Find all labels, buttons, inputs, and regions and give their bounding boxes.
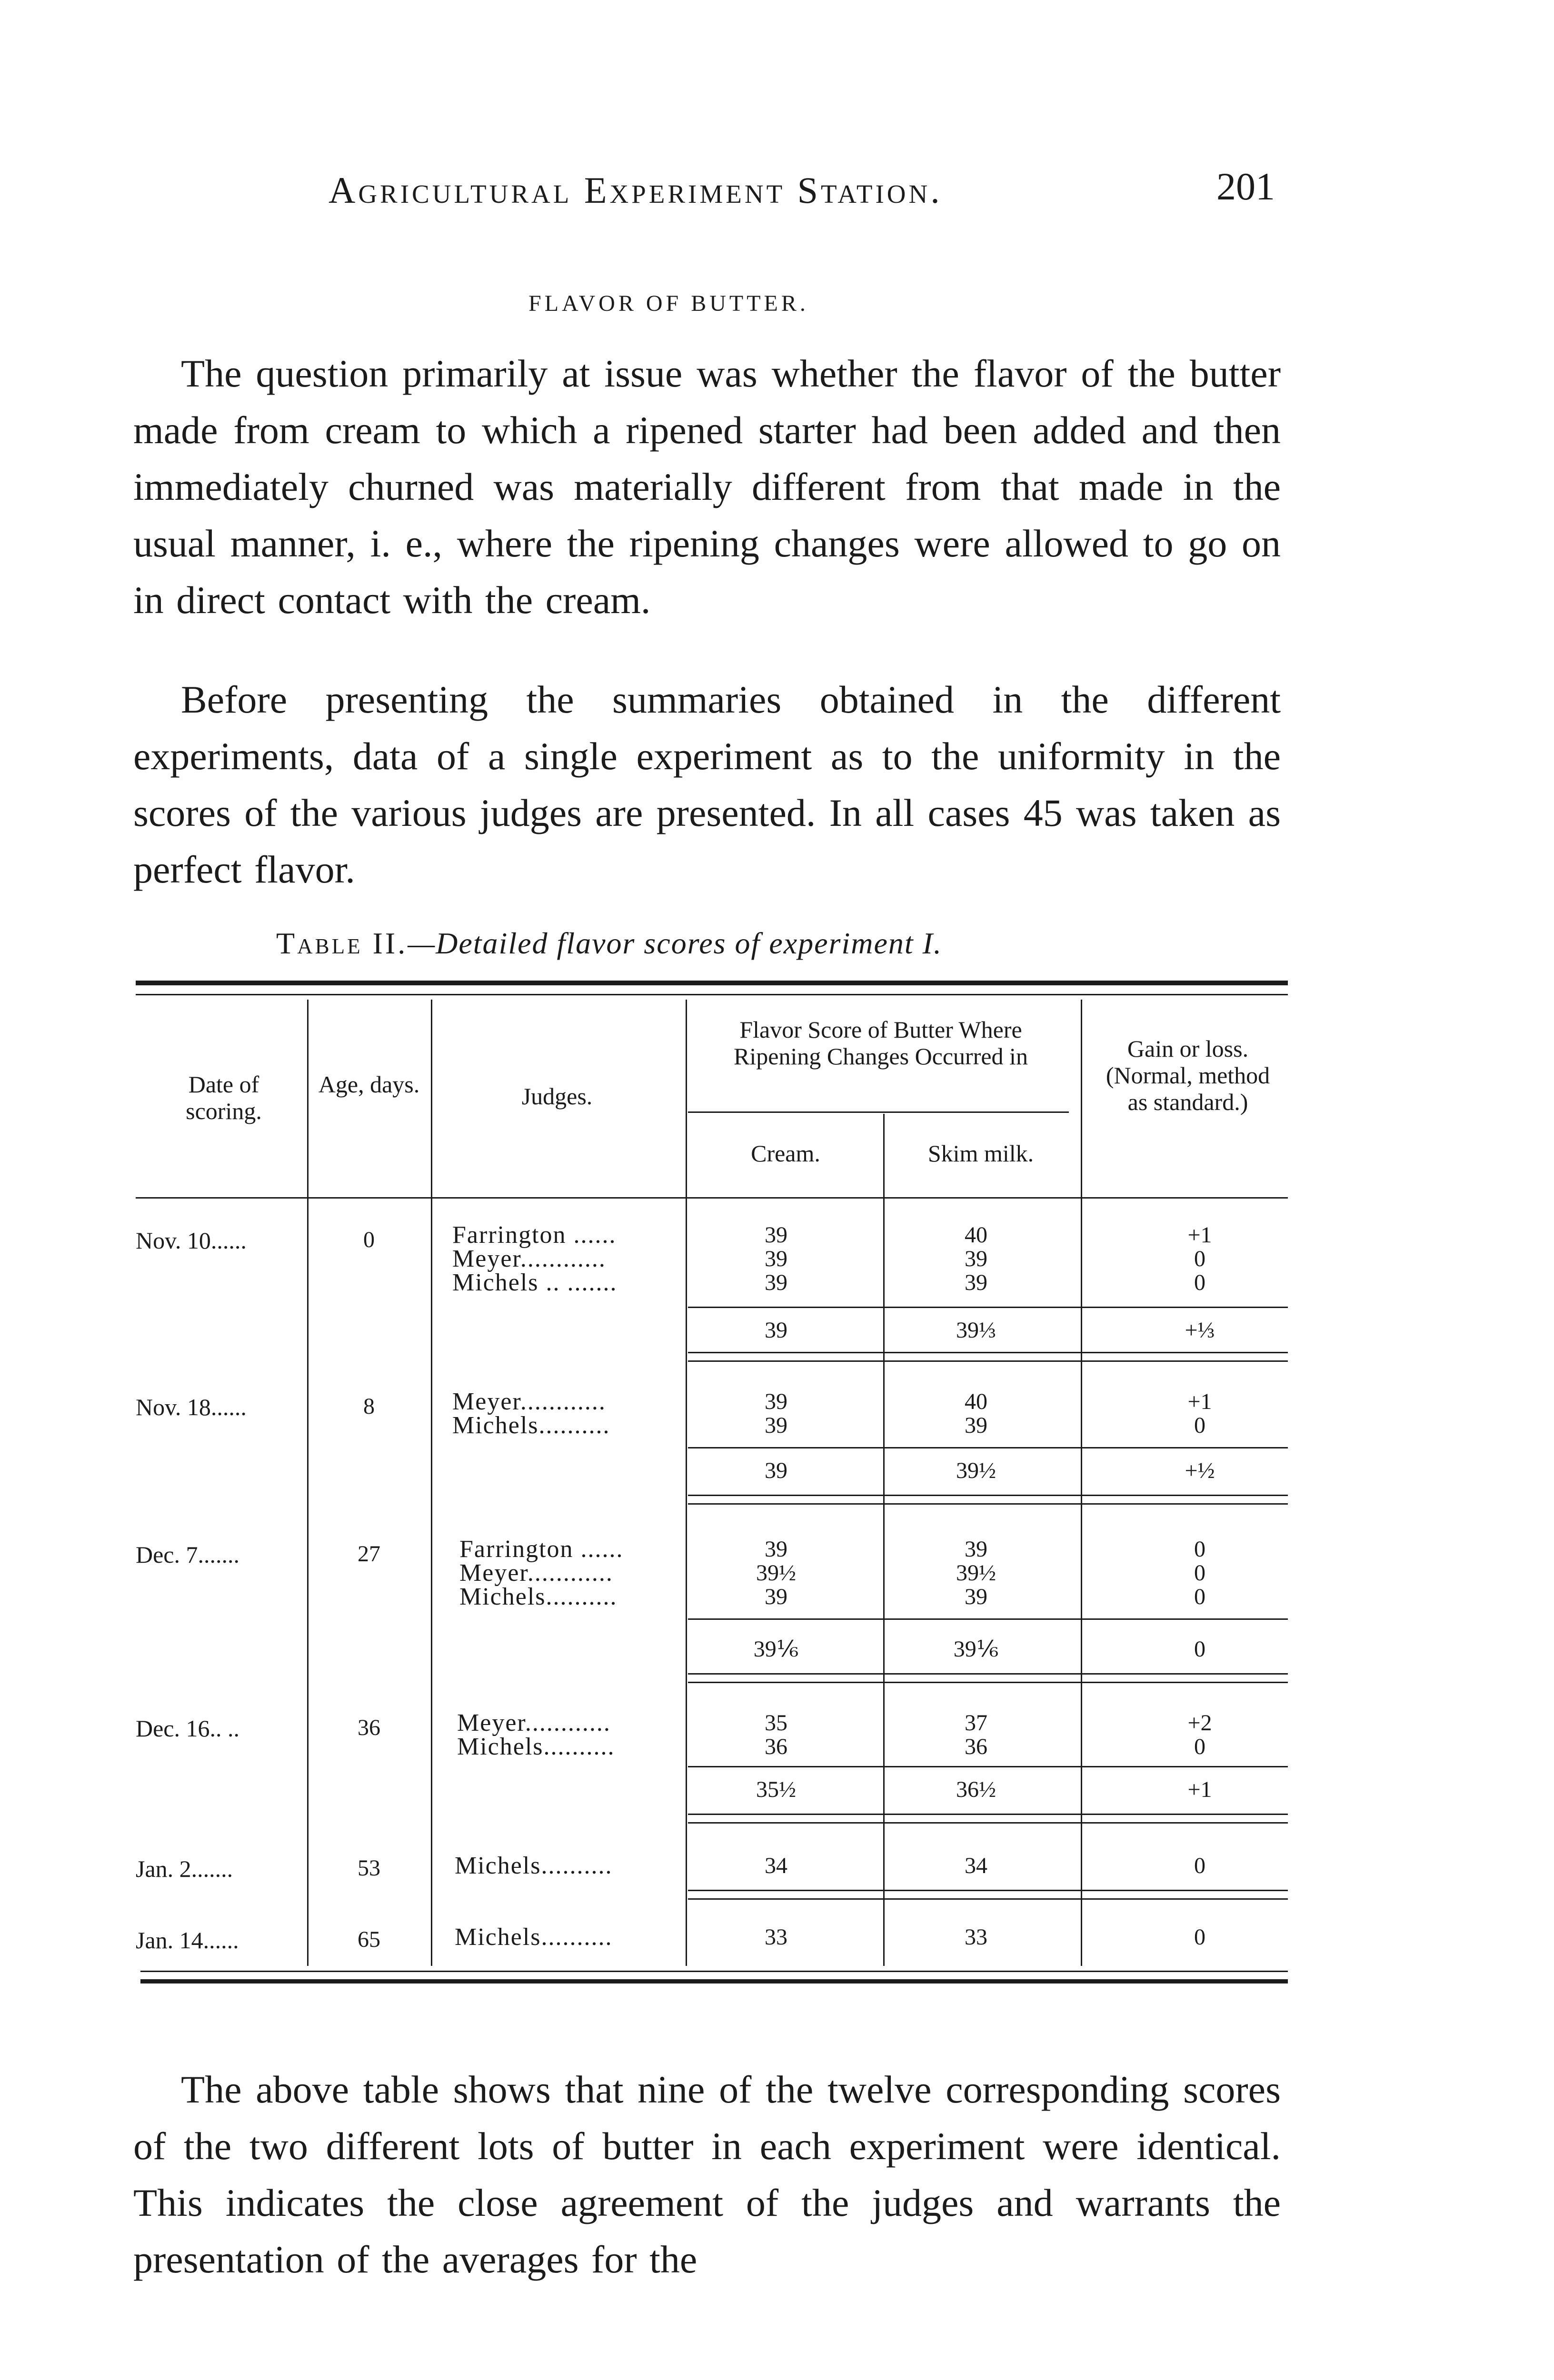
row-age: 8 xyxy=(363,1394,375,1419)
gain-values xyxy=(1138,1223,1262,1295)
judge-name: Meyer............ xyxy=(452,1245,606,1272)
column-rule xyxy=(307,1000,309,1966)
row-date: Nov. 18...... xyxy=(136,1394,247,1420)
avg-gain: +1 xyxy=(1187,1777,1212,1802)
gain-value: +1 xyxy=(1187,1389,1212,1414)
gain-value: +1 xyxy=(1187,1222,1212,1248)
skim-score: 39 xyxy=(965,1584,987,1609)
header-date: Date of scoring. xyxy=(186,1071,262,1124)
gain-values xyxy=(1138,1537,1262,1609)
avg-skim: 36½ xyxy=(956,1777,996,1802)
table-bottom-rule-thin xyxy=(140,1971,1288,1972)
gain-values xyxy=(1138,1711,1262,1759)
row-age: 36 xyxy=(358,1715,380,1740)
column-rule xyxy=(883,1114,885,1966)
skim-scores xyxy=(914,1537,1038,1609)
cream-scores xyxy=(714,1390,838,1438)
section-heading: FLAVOR OF BUTTER. xyxy=(528,291,809,316)
header-cream: Cream. xyxy=(751,1140,820,1167)
avg-top-rule xyxy=(688,1447,1288,1448)
cream-score: 39 xyxy=(765,1389,787,1414)
skim-scores xyxy=(914,1711,1038,1759)
avg-skim: 39⅙ xyxy=(953,1636,999,1662)
skim-score: 39 xyxy=(965,1246,987,1271)
skim-score: 39 xyxy=(965,1537,987,1562)
judge-name: Michels.......... xyxy=(452,1412,610,1439)
judges-list xyxy=(455,1854,613,1878)
skim-score: 36 xyxy=(965,1734,987,1759)
row-age: 53 xyxy=(358,1855,380,1881)
gain-value: 0 xyxy=(1194,1270,1205,1295)
header-age: Age, days. xyxy=(318,1071,420,1098)
row-age: 0 xyxy=(363,1227,375,1252)
table-caption xyxy=(276,926,942,961)
header-sub-rule xyxy=(688,1111,1069,1113)
judges-list xyxy=(455,1925,613,1949)
group-separator xyxy=(688,1360,1288,1362)
gain-value: 0 xyxy=(1194,1246,1205,1271)
avg-cream: 39 xyxy=(765,1318,787,1343)
paragraph-2 xyxy=(133,671,1281,898)
group-separator xyxy=(688,1673,1288,1675)
header-gain: Gain or loss. (Normal, method as standard.) xyxy=(1106,1035,1270,1115)
avg-top-rule xyxy=(688,1766,1288,1767)
paragraph-2-text: Before presenting the summaries obtained in the different experiments, data of a single experiment as to the uniformity in the scores of the various judges are presented. In all cases 45 was taken as perfect flavor. xyxy=(133,678,1281,891)
gain-value: 0 xyxy=(1194,1853,1205,1878)
cream-score: 39 xyxy=(765,1537,787,1562)
table-top-rule-thick xyxy=(136,981,1288,985)
cream-scores xyxy=(714,1537,838,1609)
avg-gain: 0 xyxy=(1194,1636,1205,1662)
cream-score: 39½ xyxy=(756,1560,796,1586)
paragraph-1-text: The question primarily at issue was whether the flavor of the butter made from cream to which a ripened starter had been added and then immediately churned was materially different from that made in the usual manner, i. e., where the ripening changes were allowed to go on in direct contact with the cream. xyxy=(133,352,1281,622)
row-date: Dec. 7....... xyxy=(136,1541,239,1568)
skim-score: 39 xyxy=(965,1413,987,1438)
cream-score: 39 xyxy=(765,1246,787,1271)
cream-score: 39 xyxy=(765,1270,787,1295)
judge-name: Meyer............ xyxy=(459,1559,613,1587)
judge-name: Michels.......... xyxy=(455,1924,613,1951)
gain-value: 0 xyxy=(1194,1560,1205,1586)
header-flavor-group: Flavor Score of Butter Where Ripening Changes Occurred in xyxy=(734,1016,1028,1070)
cream-scores xyxy=(714,1711,838,1759)
gain-value: 0 xyxy=(1194,1734,1205,1759)
group-separator xyxy=(688,1814,1288,1815)
table-top-rule-thin xyxy=(136,994,1288,995)
group-separator xyxy=(688,1822,1288,1824)
judge-name: Farrington ...... xyxy=(452,1221,617,1249)
judges-list xyxy=(452,1390,610,1438)
judge-name: Michels.......... xyxy=(457,1733,615,1760)
gain-value: +2 xyxy=(1187,1710,1212,1735)
avg-gain: +½ xyxy=(1185,1458,1215,1483)
row-date: Dec. 16.. .. xyxy=(136,1715,239,1742)
judge-name: Meyer............ xyxy=(452,1388,606,1415)
table-caption-label: Table II. xyxy=(276,926,408,960)
judge-name: Meyer............ xyxy=(457,1709,611,1736)
row-age: 65 xyxy=(358,1927,380,1952)
skim-score: 34 xyxy=(965,1853,987,1878)
skim-scores xyxy=(914,1223,1038,1295)
group-separator xyxy=(688,1503,1288,1505)
skim-score: 39½ xyxy=(956,1560,996,1586)
row-date: Jan. 14...... xyxy=(136,1927,239,1954)
cream-score: 35 xyxy=(765,1710,787,1735)
row-date: Jan. 2....... xyxy=(136,1855,233,1882)
cream-score: 39 xyxy=(765,1222,787,1248)
avg-cream: 39 xyxy=(765,1458,787,1483)
skim-scores xyxy=(914,1390,1038,1438)
header-skim: Skim milk. xyxy=(927,1140,1034,1167)
gain-value: 0 xyxy=(1194,1537,1205,1562)
gain-values xyxy=(1138,1390,1262,1438)
cream-score: 36 xyxy=(765,1734,787,1759)
paragraph-3-text: The above table shows that nine of the twelve corresponding scores of the two different lots of butter in each experiment were identical. This indicates the close agreement of the judges and warrants the presentation of the averages for the xyxy=(133,2068,1281,2281)
skim-score: 40 xyxy=(965,1222,987,1248)
judges-list xyxy=(457,1711,615,1759)
gain-value: 0 xyxy=(1194,1924,1205,1950)
avg-top-rule xyxy=(688,1307,1288,1308)
skim-score: 39 xyxy=(965,1270,987,1295)
judge-name: Michels.......... xyxy=(455,1852,613,1879)
avg-skim: 39½ xyxy=(956,1458,996,1483)
judges-list xyxy=(452,1223,618,1295)
judge-name: Farrington ...... xyxy=(459,1536,624,1563)
judge-name: Michels .. ....... xyxy=(452,1269,618,1296)
skim-score: 33 xyxy=(965,1924,987,1950)
cream-score: 39 xyxy=(765,1413,787,1438)
judges-list xyxy=(459,1537,624,1609)
avg-skim: 39⅓ xyxy=(956,1318,996,1343)
table-caption-text: —Detailed flavor scores of experiment I. xyxy=(408,926,942,960)
header-bottom-rule xyxy=(136,1197,1288,1199)
gain-value: 0 xyxy=(1194,1584,1205,1609)
cream-scores xyxy=(714,1223,838,1295)
group-separator xyxy=(688,1495,1288,1496)
avg-gain: +⅓ xyxy=(1185,1318,1215,1343)
avg-top-rule xyxy=(688,1618,1288,1620)
paragraph-3 xyxy=(133,2061,1281,2288)
cream-score: 34 xyxy=(765,1853,787,1878)
group-separator xyxy=(688,1898,1288,1900)
judge-name: Michels.......... xyxy=(459,1583,618,1610)
skim-score: 37 xyxy=(965,1710,987,1735)
column-rule xyxy=(686,1000,687,1966)
column-rule xyxy=(431,1000,432,1966)
table-bottom-rule-thick xyxy=(140,1979,1288,1983)
cream-score: 33 xyxy=(765,1924,787,1950)
skim-score: 40 xyxy=(965,1389,987,1414)
column-rule xyxy=(1081,1000,1082,1966)
running-title: Agricultural Experiment Station. xyxy=(329,169,943,211)
paragraph-1 xyxy=(133,345,1281,628)
page-number: 201 xyxy=(1216,165,1275,208)
group-separator xyxy=(688,1682,1288,1683)
avg-cream: 39⅙ xyxy=(753,1636,799,1662)
group-separator xyxy=(688,1352,1288,1353)
header-judges: Judges. xyxy=(521,1083,593,1110)
cream-score: 39 xyxy=(765,1584,787,1609)
gain-value: 0 xyxy=(1194,1413,1205,1438)
avg-cream: 35½ xyxy=(756,1777,796,1802)
group-separator xyxy=(688,1890,1288,1891)
row-age: 27 xyxy=(358,1541,380,1567)
row-date: Nov. 10...... xyxy=(136,1227,247,1254)
